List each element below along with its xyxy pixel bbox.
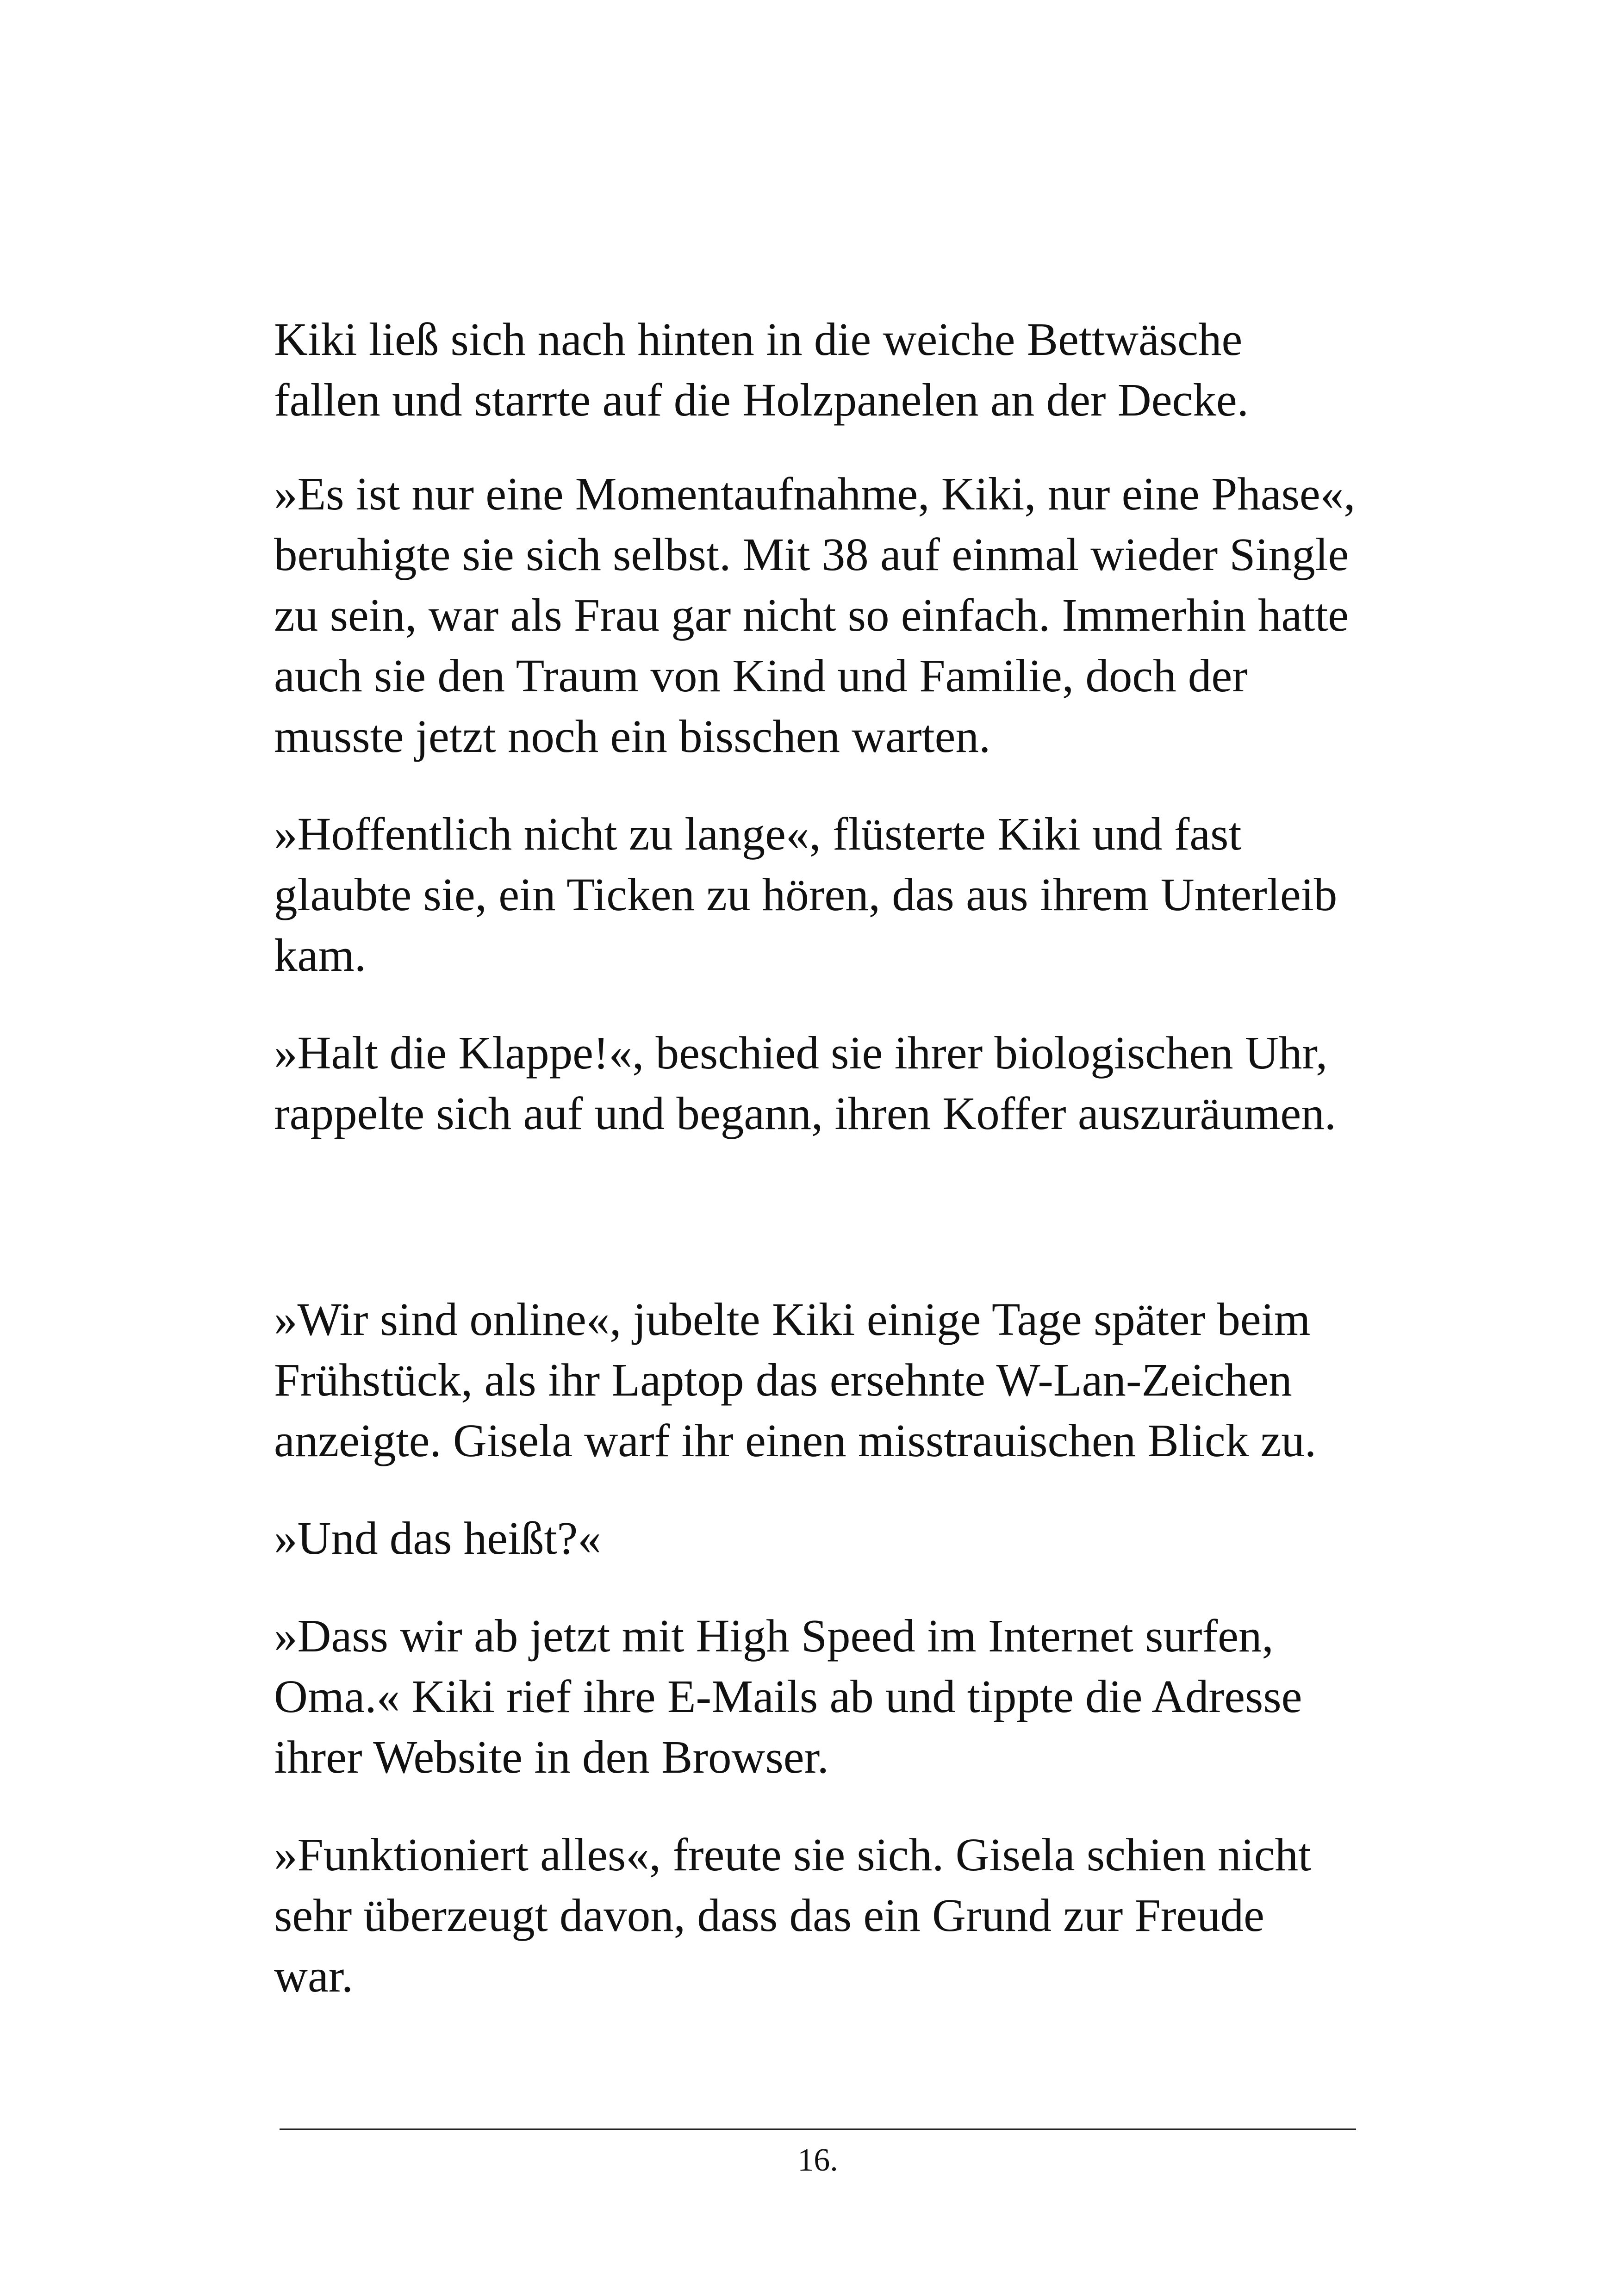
paragraph: Kiki ließ sich nach hinten in die weiche Bettwäsche fallen und starrte auf die Holzpanelen an der Decke. <box>274 313 1249 426</box>
footer-divider <box>280 2128 1356 2130</box>
paragraph: »Halt die Klappe!«, beschied sie ihrer biologischen Uhr, rappelte sich auf und begann, ihren Koffer auszuräumen. <box>274 1027 1336 1139</box>
paragraph: »Wir sind online«, jubelte Kiki einige Tage später beim Frühstück, als ihr Laptop das ersehnte W-Lan-Zeichen anzeigte. Gisela warf ihr einen misstrauischen Blick zu. <box>274 1293 1317 1466</box>
paragraph: »Es ist nur eine Momentaufnahme, Kiki, nur eine Phase«, beruhigte sie sich selbst. Mit 38 auf einmal wieder Single zu sein, war als Frau gar nicht so einfach. Immerhin hatte auch sie den Traum von Kind und Familie, doch der musste jetzt noch ein bisschen warten. <box>274 468 1356 762</box>
paragraph: »Hoffentlich nicht zu lange«, flüsterte Kiki und fast glaubte sie, ein Ticken zu hören, das aus ihrem Unterleib kam. <box>274 808 1338 981</box>
paragraph: »Dass wir ab jetzt mit High Speed im Internet surfen, Oma.« Kiki rief ihre E-Mails ab und tippte die Adresse ihrer Website in den Browser. <box>274 1610 1302 1783</box>
page-body <box>274 309 1394 2043</box>
page-number: 16. <box>797 2142 838 2178</box>
paragraph: »Funktioniert alles«, freute sie sich. Gisela schien nicht sehr überzeugt davon, dass das ein Grund zur Freude war. <box>274 1829 1312 2002</box>
section-break <box>274 1181 1394 1289</box>
paragraph: »Und das heißt?« <box>274 1512 601 1564</box>
